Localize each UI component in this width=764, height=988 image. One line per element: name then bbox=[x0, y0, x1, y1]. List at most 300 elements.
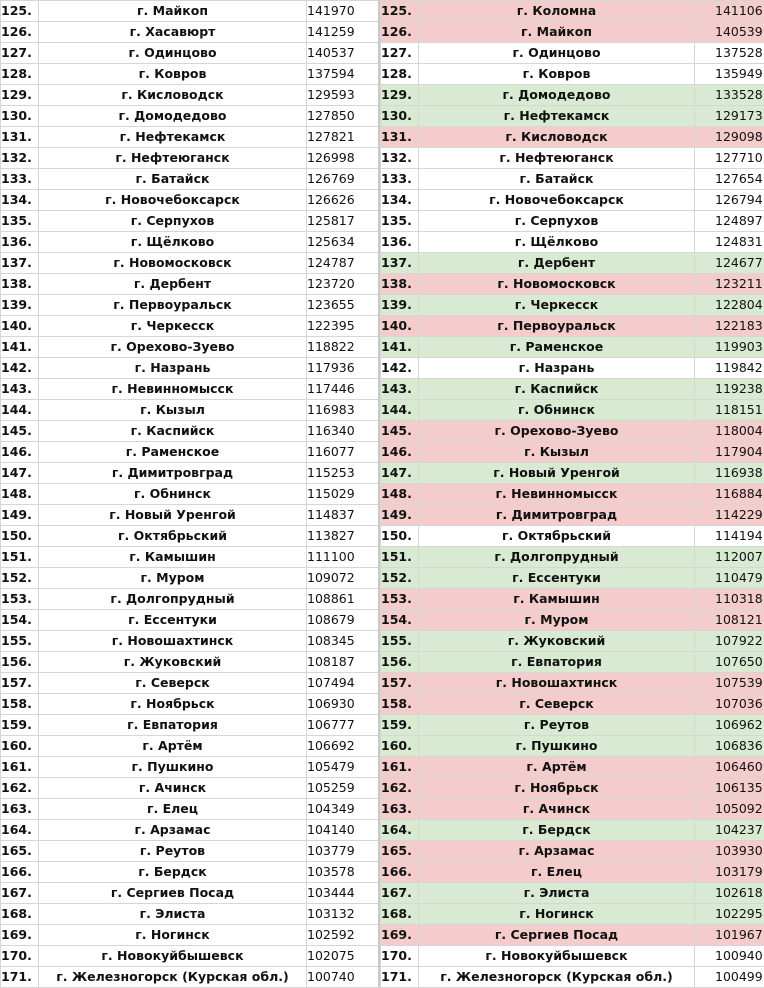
rank-cell[interactable]: 150. bbox=[381, 526, 419, 547]
rank-cell[interactable]: 134. bbox=[1, 190, 39, 211]
population-cell[interactable]: 105259 bbox=[307, 778, 381, 799]
city-cell[interactable]: г. Первоуральск bbox=[419, 316, 695, 337]
population-cell[interactable]: 126998 bbox=[307, 148, 381, 169]
city-cell[interactable]: г. Орехово-Зуево bbox=[39, 337, 307, 358]
rank-cell[interactable]: 136. bbox=[381, 232, 419, 253]
population-cell[interactable]: 126626 bbox=[307, 190, 381, 211]
rank-cell[interactable]: 144. bbox=[381, 400, 419, 421]
population-cell[interactable]: 133528 bbox=[695, 85, 764, 106]
population-cell[interactable]: 117446 bbox=[307, 379, 381, 400]
rank-cell[interactable]: 138. bbox=[381, 274, 419, 295]
rank-cell[interactable]: 141. bbox=[381, 337, 419, 358]
rank-cell[interactable]: 129. bbox=[381, 85, 419, 106]
rank-cell[interactable]: 170. bbox=[1, 946, 39, 967]
city-cell[interactable]: г. Евпатория bbox=[39, 715, 307, 736]
city-cell[interactable]: г. Ессентуки bbox=[39, 610, 307, 631]
city-cell[interactable]: г. Пушкино bbox=[419, 736, 695, 757]
population-cell[interactable]: 135949 bbox=[695, 64, 764, 85]
city-cell[interactable]: г. Ноябрьск bbox=[39, 694, 307, 715]
population-cell[interactable]: 124831 bbox=[695, 232, 764, 253]
rank-cell[interactable]: 152. bbox=[1, 568, 39, 589]
population-cell[interactable]: 101967 bbox=[695, 925, 764, 946]
rank-cell[interactable]: 157. bbox=[381, 673, 419, 694]
population-cell[interactable]: 114229 bbox=[695, 505, 764, 526]
rank-cell[interactable]: 168. bbox=[381, 904, 419, 925]
city-cell[interactable]: г. Нефтекамск bbox=[39, 127, 307, 148]
rank-cell[interactable]: 165. bbox=[1, 841, 39, 862]
population-cell[interactable]: 108187 bbox=[307, 652, 381, 673]
population-cell[interactable]: 116340 bbox=[307, 421, 381, 442]
population-cell[interactable]: 140539 bbox=[695, 22, 764, 43]
rank-cell[interactable]: 169. bbox=[1, 925, 39, 946]
city-cell[interactable]: г. Назрань bbox=[39, 358, 307, 379]
left-table-row bbox=[1, 442, 381, 463]
city-cell[interactable]: г. Ногинск bbox=[39, 925, 307, 946]
rank-cell[interactable]: 127. bbox=[381, 43, 419, 64]
rank-cell[interactable]: 160. bbox=[381, 736, 419, 757]
population-cell[interactable]: 106460 bbox=[695, 757, 764, 778]
city-cell[interactable]: г. Реутов bbox=[419, 715, 695, 736]
city-cell[interactable]: г. Ковров bbox=[419, 64, 695, 85]
city-cell[interactable]: г. Невинномысск bbox=[39, 379, 307, 400]
population-cell[interactable]: 141106 bbox=[695, 1, 764, 22]
rank-cell[interactable]: 147. bbox=[1, 463, 39, 484]
population-cell[interactable]: 108121 bbox=[695, 610, 764, 631]
population-cell[interactable]: 123211 bbox=[695, 274, 764, 295]
right-table-row bbox=[381, 358, 764, 379]
right-table-row bbox=[381, 610, 764, 631]
population-cell[interactable]: 106135 bbox=[695, 778, 764, 799]
rank-cell[interactable]: 127. bbox=[1, 43, 39, 64]
rank-cell[interactable]: 130. bbox=[1, 106, 39, 127]
population-cell[interactable]: 129593 bbox=[307, 85, 381, 106]
population-cell[interactable]: 122395 bbox=[307, 316, 381, 337]
city-cell[interactable]: г. Реутов bbox=[39, 841, 307, 862]
population-cell[interactable]: 103132 bbox=[307, 904, 381, 925]
rank-cell[interactable]: 149. bbox=[1, 505, 39, 526]
city-cell[interactable]: г. Серпухов bbox=[39, 211, 307, 232]
city-cell[interactable]: г. Северск bbox=[419, 694, 695, 715]
city-cell[interactable]: г. Обнинск bbox=[419, 400, 695, 421]
rank-cell[interactable]: 150. bbox=[1, 526, 39, 547]
right-table-row bbox=[381, 43, 764, 64]
city-cell[interactable]: г. Новый Уренгой bbox=[419, 463, 695, 484]
population-cell[interactable]: 100740 bbox=[307, 967, 381, 988]
rank-cell[interactable]: 129. bbox=[1, 85, 39, 106]
city-cell[interactable]: г. Каспийск bbox=[39, 421, 307, 442]
population-cell[interactable]: 106777 bbox=[307, 715, 381, 736]
rank-cell[interactable]: 143. bbox=[1, 379, 39, 400]
rank-cell[interactable]: 133. bbox=[1, 169, 39, 190]
city-cell[interactable]: г. Нефтекамск bbox=[419, 106, 695, 127]
population-cell[interactable]: 115253 bbox=[307, 463, 381, 484]
city-cell[interactable]: г. Ессентуки bbox=[419, 568, 695, 589]
city-cell[interactable]: г. Ачинск bbox=[39, 778, 307, 799]
city-cell[interactable]: г. Жуковский bbox=[419, 631, 695, 652]
city-cell[interactable]: г. Камышин bbox=[419, 589, 695, 610]
rank-cell[interactable]: 166. bbox=[381, 862, 419, 883]
city-cell[interactable]: г. Щёлково bbox=[39, 232, 307, 253]
city-cell[interactable]: г. Ковров bbox=[39, 64, 307, 85]
rank-cell[interactable]: 143. bbox=[381, 379, 419, 400]
rank-cell[interactable]: 151. bbox=[381, 547, 419, 568]
city-cell[interactable]: г. Назрань bbox=[419, 358, 695, 379]
city-cell[interactable]: г. Домодедово bbox=[419, 85, 695, 106]
population-cell[interactable]: 107036 bbox=[695, 694, 764, 715]
rank-cell[interactable]: 125. bbox=[381, 1, 419, 22]
rank-cell[interactable]: 159. bbox=[381, 715, 419, 736]
population-cell[interactable]: 114194 bbox=[695, 526, 764, 547]
rank-cell[interactable]: 168. bbox=[1, 904, 39, 925]
city-cell[interactable]: г. Кисловодск bbox=[39, 85, 307, 106]
rank-cell[interactable]: 130. bbox=[381, 106, 419, 127]
city-cell[interactable]: г. Бердск bbox=[419, 820, 695, 841]
rank-cell[interactable]: 151. bbox=[1, 547, 39, 568]
rank-cell[interactable]: 132. bbox=[1, 148, 39, 169]
population-cell[interactable]: 115029 bbox=[307, 484, 381, 505]
rank-cell[interactable]: 158. bbox=[1, 694, 39, 715]
rank-cell[interactable]: 155. bbox=[1, 631, 39, 652]
rank-cell[interactable]: 171. bbox=[381, 967, 419, 988]
population-cell[interactable]: 140537 bbox=[307, 43, 381, 64]
population-cell[interactable]: 111100 bbox=[307, 547, 381, 568]
city-cell[interactable]: г. Димитровград bbox=[39, 463, 307, 484]
city-cell[interactable]: г. Майкоп bbox=[39, 1, 307, 22]
city-cell[interactable]: г. Домодедово bbox=[39, 106, 307, 127]
population-cell[interactable]: 141259 bbox=[307, 22, 381, 43]
population-cell[interactable]: 108861 bbox=[307, 589, 381, 610]
population-cell[interactable]: 108679 bbox=[307, 610, 381, 631]
population-cell[interactable]: 137528 bbox=[695, 43, 764, 64]
city-cell[interactable]: г. Дербент bbox=[419, 253, 695, 274]
rank-cell[interactable]: 142. bbox=[1, 358, 39, 379]
rank-cell[interactable]: 146. bbox=[1, 442, 39, 463]
city-cell[interactable]: г. Хасавюрт bbox=[39, 22, 307, 43]
city-cell[interactable]: г. Новокуйбышевск bbox=[39, 946, 307, 967]
population-cell[interactable]: 127654 bbox=[695, 169, 764, 190]
rank-cell[interactable]: 163. bbox=[381, 799, 419, 820]
city-cell[interactable]: г. Октябрьский bbox=[419, 526, 695, 547]
population-cell[interactable]: 127710 bbox=[695, 148, 764, 169]
city-cell[interactable]: г. Батайск bbox=[39, 169, 307, 190]
population-cell[interactable]: 104349 bbox=[307, 799, 381, 820]
rank-cell[interactable]: 161. bbox=[1, 757, 39, 778]
city-cell[interactable]: г. Октябрьский bbox=[39, 526, 307, 547]
rank-cell[interactable]: 162. bbox=[1, 778, 39, 799]
population-cell[interactable]: 124677 bbox=[695, 253, 764, 274]
rank-cell[interactable]: 134. bbox=[381, 190, 419, 211]
population-cell[interactable]: 105092 bbox=[695, 799, 764, 820]
city-cell[interactable]: г. Нефтеюганск bbox=[39, 148, 307, 169]
population-cell[interactable]: 117904 bbox=[695, 442, 764, 463]
population-cell[interactable]: 102618 bbox=[695, 883, 764, 904]
rank-cell[interactable]: 164. bbox=[1, 820, 39, 841]
city-cell[interactable]: г. Обнинск bbox=[39, 484, 307, 505]
population-cell[interactable]: 106930 bbox=[307, 694, 381, 715]
city-cell[interactable]: г. Элиста bbox=[419, 883, 695, 904]
rank-cell[interactable]: 141. bbox=[1, 337, 39, 358]
population-cell[interactable]: 129098 bbox=[695, 127, 764, 148]
city-cell[interactable]: г. Первоуральск bbox=[39, 295, 307, 316]
population-cell[interactable]: 119903 bbox=[695, 337, 764, 358]
population-cell[interactable]: 123655 bbox=[307, 295, 381, 316]
population-cell[interactable]: 124787 bbox=[307, 253, 381, 274]
rank-cell[interactable]: 137. bbox=[381, 253, 419, 274]
population-cell[interactable]: 113827 bbox=[307, 526, 381, 547]
city-cell[interactable]: г. Орехово-Зуево bbox=[419, 421, 695, 442]
rank-cell[interactable]: 169. bbox=[381, 925, 419, 946]
population-cell[interactable]: 107650 bbox=[695, 652, 764, 673]
rank-cell[interactable]: 153. bbox=[1, 589, 39, 610]
rank-cell[interactable]: 125. bbox=[1, 1, 39, 22]
population-cell[interactable]: 122804 bbox=[695, 295, 764, 316]
city-cell[interactable]: г. Муром bbox=[39, 568, 307, 589]
population-cell[interactable]: 103930 bbox=[695, 841, 764, 862]
population-cell[interactable]: 102295 bbox=[695, 904, 764, 925]
city-cell[interactable]: г. Сергиев Посад bbox=[39, 883, 307, 904]
rank-cell[interactable]: 167. bbox=[381, 883, 419, 904]
city-cell[interactable]: г. Черкесск bbox=[39, 316, 307, 337]
rank-cell[interactable]: 138. bbox=[1, 274, 39, 295]
city-cell[interactable]: г. Бердск bbox=[39, 862, 307, 883]
city-cell[interactable]: г. Серпухов bbox=[419, 211, 695, 232]
rank-cell[interactable]: 140. bbox=[381, 316, 419, 337]
right-table-row bbox=[381, 253, 764, 274]
right-table-row bbox=[381, 337, 764, 358]
rank-cell[interactable]: 167. bbox=[1, 883, 39, 904]
rank-cell[interactable]: 153. bbox=[381, 589, 419, 610]
city-cell[interactable]: г. Кисловодск bbox=[419, 127, 695, 148]
rank-cell[interactable]: 139. bbox=[1, 295, 39, 316]
rank-cell[interactable]: 152. bbox=[381, 568, 419, 589]
population-cell[interactable]: 107539 bbox=[695, 673, 764, 694]
city-cell[interactable]: г. Железногорск (Курская обл.) bbox=[419, 967, 695, 988]
population-cell[interactable]: 103578 bbox=[307, 862, 381, 883]
population-cell[interactable]: 109072 bbox=[307, 568, 381, 589]
rank-cell[interactable]: 154. bbox=[381, 610, 419, 631]
right-table-row bbox=[381, 274, 764, 295]
city-cell[interactable]: г. Железногорск (Курская обл.) bbox=[39, 967, 307, 988]
city-cell[interactable]: г. Новокуйбышевск bbox=[419, 946, 695, 967]
city-cell[interactable]: г. Новочебоксарск bbox=[419, 190, 695, 211]
city-cell[interactable]: г. Элиста bbox=[39, 904, 307, 925]
population-cell[interactable]: 110479 bbox=[695, 568, 764, 589]
city-cell[interactable]: г. Камышин bbox=[39, 547, 307, 568]
population-cell[interactable]: 102075 bbox=[307, 946, 381, 967]
city-cell[interactable]: г. Евпатория bbox=[419, 652, 695, 673]
population-cell[interactable]: 106692 bbox=[307, 736, 381, 757]
city-cell[interactable]: г. Димитровград bbox=[419, 505, 695, 526]
city-cell[interactable]: г. Муром bbox=[419, 610, 695, 631]
population-cell[interactable]: 116077 bbox=[307, 442, 381, 463]
population-cell[interactable]: 126769 bbox=[307, 169, 381, 190]
population-cell[interactable]: 123720 bbox=[307, 274, 381, 295]
city-cell[interactable]: г. Арзамас bbox=[419, 841, 695, 862]
rank-cell[interactable]: 145. bbox=[381, 421, 419, 442]
city-cell[interactable]: г. Северск bbox=[39, 673, 307, 694]
rank-cell[interactable]: 157. bbox=[1, 673, 39, 694]
city-cell[interactable]: г. Елец bbox=[39, 799, 307, 820]
population-cell[interactable]: 102592 bbox=[307, 925, 381, 946]
rank-cell[interactable]: 139. bbox=[381, 295, 419, 316]
rank-cell[interactable]: 159. bbox=[1, 715, 39, 736]
right-table-row bbox=[381, 652, 764, 673]
rank-cell[interactable]: 140. bbox=[1, 316, 39, 337]
rank-cell[interactable]: 161. bbox=[381, 757, 419, 778]
rank-cell[interactable]: 154. bbox=[1, 610, 39, 631]
rank-cell[interactable]: 163. bbox=[1, 799, 39, 820]
population-cell[interactable]: 103444 bbox=[307, 883, 381, 904]
city-cell[interactable]: г. Новочебоксарск bbox=[39, 190, 307, 211]
population-cell[interactable]: 127850 bbox=[307, 106, 381, 127]
population-cell[interactable]: 103179 bbox=[695, 862, 764, 883]
rank-cell[interactable]: 156. bbox=[381, 652, 419, 673]
left-table-row bbox=[1, 883, 381, 904]
city-cell[interactable]: г. Новомосковск bbox=[39, 253, 307, 274]
left-table-row bbox=[1, 43, 381, 64]
city-cell[interactable]: г. Раменское bbox=[419, 337, 695, 358]
city-cell[interactable]: г. Дербент bbox=[39, 274, 307, 295]
population-cell[interactable]: 127821 bbox=[307, 127, 381, 148]
city-cell[interactable]: г. Одинцово bbox=[419, 43, 695, 64]
city-cell[interactable]: г. Невинномысск bbox=[419, 484, 695, 505]
city-cell[interactable]: г. Каспийск bbox=[419, 379, 695, 400]
rank-cell[interactable]: 131. bbox=[381, 127, 419, 148]
rank-cell[interactable]: 164. bbox=[381, 820, 419, 841]
rank-cell[interactable]: 170. bbox=[381, 946, 419, 967]
city-cell[interactable]: г. Одинцово bbox=[39, 43, 307, 64]
city-cell[interactable]: г. Новошахтинск bbox=[419, 673, 695, 694]
rank-cell[interactable]: 166. bbox=[1, 862, 39, 883]
rank-cell[interactable]: 144. bbox=[1, 400, 39, 421]
rank-cell[interactable]: 126. bbox=[1, 22, 39, 43]
rank-cell[interactable]: 131. bbox=[1, 127, 39, 148]
right-table-row bbox=[381, 400, 764, 421]
rank-cell[interactable]: 126. bbox=[381, 22, 419, 43]
population-cell[interactable]: 117936 bbox=[307, 358, 381, 379]
city-cell[interactable]: г. Новый Уренгой bbox=[39, 505, 307, 526]
population-cell[interactable]: 141970 bbox=[307, 1, 381, 22]
rank-cell[interactable]: 142. bbox=[381, 358, 419, 379]
rank-cell[interactable]: 162. bbox=[381, 778, 419, 799]
city-cell[interactable]: г. Сергиев Посад bbox=[419, 925, 695, 946]
population-cell[interactable]: 107922 bbox=[695, 631, 764, 652]
city-cell[interactable]: г. Кызыл bbox=[419, 442, 695, 463]
population-cell[interactable]: 118151 bbox=[695, 400, 764, 421]
population-cell[interactable]: 100940 bbox=[695, 946, 764, 967]
right-table-row bbox=[381, 85, 764, 106]
population-cell[interactable]: 107494 bbox=[307, 673, 381, 694]
rank-cell[interactable]: 137. bbox=[1, 253, 39, 274]
left-table-row bbox=[1, 904, 381, 925]
rank-cell[interactable]: 133. bbox=[381, 169, 419, 190]
population-cell[interactable]: 125634 bbox=[307, 232, 381, 253]
rank-cell[interactable]: 147. bbox=[381, 463, 419, 484]
population-cell[interactable]: 105479 bbox=[307, 757, 381, 778]
population-cell[interactable]: 137594 bbox=[307, 64, 381, 85]
city-cell[interactable]: г. Пушкино bbox=[39, 757, 307, 778]
city-cell[interactable]: г. Коломна bbox=[419, 1, 695, 22]
population-cell[interactable]: 104140 bbox=[307, 820, 381, 841]
city-cell[interactable]: г. Арзамас bbox=[39, 820, 307, 841]
population-cell[interactable]: 122183 bbox=[695, 316, 764, 337]
city-cell[interactable]: г. Долгопрудный bbox=[39, 589, 307, 610]
city-cell[interactable]: г. Новомосковск bbox=[419, 274, 695, 295]
rank-cell[interactable]: 136. bbox=[1, 232, 39, 253]
city-cell[interactable]: г. Нефтеюганск bbox=[419, 148, 695, 169]
population-cell[interactable]: 103779 bbox=[307, 841, 381, 862]
population-cell[interactable]: 116884 bbox=[695, 484, 764, 505]
city-cell[interactable]: г. Щёлково bbox=[419, 232, 695, 253]
city-cell[interactable]: г. Елец bbox=[419, 862, 695, 883]
population-cell[interactable]: 104237 bbox=[695, 820, 764, 841]
rank-cell[interactable]: 135. bbox=[1, 211, 39, 232]
population-cell[interactable]: 119842 bbox=[695, 358, 764, 379]
left-table-row bbox=[1, 337, 381, 358]
population-cell[interactable]: 106962 bbox=[695, 715, 764, 736]
rank-cell[interactable]: 128. bbox=[381, 64, 419, 85]
population-cell[interactable]: 124897 bbox=[695, 211, 764, 232]
rank-cell[interactable]: 146. bbox=[381, 442, 419, 463]
population-cell[interactable]: 126794 bbox=[695, 190, 764, 211]
rank-cell[interactable]: 155. bbox=[381, 631, 419, 652]
city-cell[interactable]: г. Жуковский bbox=[39, 652, 307, 673]
city-cell[interactable]: г. Ноябрьск bbox=[419, 778, 695, 799]
rank-cell[interactable]: 128. bbox=[1, 64, 39, 85]
city-cell[interactable]: г. Ногинск bbox=[419, 904, 695, 925]
population-cell[interactable]: 112007 bbox=[695, 547, 764, 568]
population-cell[interactable]: 110318 bbox=[695, 589, 764, 610]
population-cell[interactable]: 129173 bbox=[695, 106, 764, 127]
city-cell[interactable]: г. Черкесск bbox=[419, 295, 695, 316]
population-cell[interactable]: 118822 bbox=[307, 337, 381, 358]
city-cell[interactable]: г. Батайск bbox=[419, 169, 695, 190]
population-cell[interactable]: 108345 bbox=[307, 631, 381, 652]
city-cell[interactable]: г. Артём bbox=[39, 736, 307, 757]
city-cell[interactable]: г. Новошахтинск bbox=[39, 631, 307, 652]
city-cell[interactable]: г. Раменское bbox=[39, 442, 307, 463]
city-cell[interactable]: г. Кызыл bbox=[39, 400, 307, 421]
city-cell[interactable]: г. Майкоп bbox=[419, 22, 695, 43]
right-table-row bbox=[381, 820, 764, 841]
population-cell[interactable]: 116938 bbox=[695, 463, 764, 484]
rank-cell[interactable]: 165. bbox=[381, 841, 419, 862]
population-cell[interactable]: 106836 bbox=[695, 736, 764, 757]
rank-cell[interactable]: 171. bbox=[1, 967, 39, 988]
population-cell[interactable]: 125817 bbox=[307, 211, 381, 232]
population-cell[interactable]: 100499 bbox=[695, 967, 764, 988]
rank-cell[interactable]: 160. bbox=[1, 736, 39, 757]
city-cell[interactable]: г. Артём bbox=[419, 757, 695, 778]
rank-cell[interactable]: 135. bbox=[381, 211, 419, 232]
rank-cell[interactable]: 149. bbox=[381, 505, 419, 526]
population-cell[interactable]: 119238 bbox=[695, 379, 764, 400]
population-cell[interactable]: 116983 bbox=[307, 400, 381, 421]
rank-cell[interactable]: 148. bbox=[1, 484, 39, 505]
rank-cell[interactable]: 132. bbox=[381, 148, 419, 169]
rank-cell[interactable]: 158. bbox=[381, 694, 419, 715]
city-cell[interactable]: г. Ачинск bbox=[419, 799, 695, 820]
rank-cell[interactable]: 145. bbox=[1, 421, 39, 442]
right-table-row bbox=[381, 904, 764, 925]
city-cell[interactable]: г. Долгопрудный bbox=[419, 547, 695, 568]
rank-cell[interactable]: 156. bbox=[1, 652, 39, 673]
right-table-row bbox=[381, 127, 764, 148]
population-cell[interactable]: 118004 bbox=[695, 421, 764, 442]
rank-cell[interactable]: 148. bbox=[381, 484, 419, 505]
population-cell[interactable]: 114837 bbox=[307, 505, 381, 526]
right-table-row bbox=[381, 736, 764, 757]
